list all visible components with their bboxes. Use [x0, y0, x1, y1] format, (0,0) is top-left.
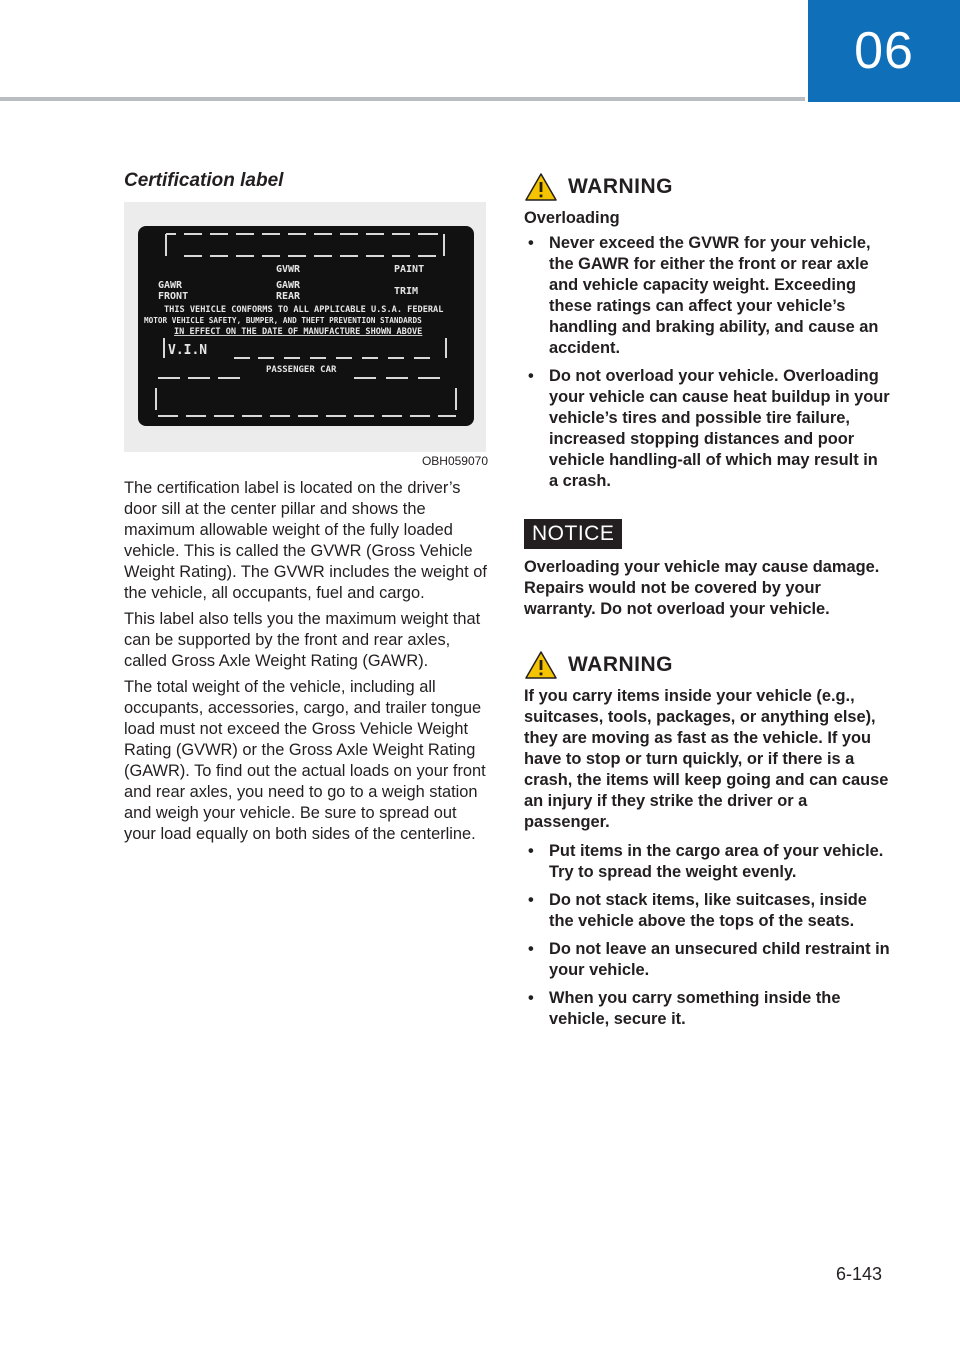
paragraph-3: The total weight of the vehicle, including all occupants, accessories, cargo, and trailer tongue load must not exceed the Gross Vehicle Weight Rating (GVWR) or the Gross Axle Weight Rating (GAWR). To find out the actual loads on your front and rear axles, you need to go to a weigh station and weigh your vehicle. Be sure to spread out your load equally on both sides of the centerline. [124, 678, 486, 843]
notice-text: Overloading your vehicle may cause damage. Repairs would not be covered by your warranty. Do not overload your vehicle. [524, 558, 880, 618]
label-gvwr: GVWR [276, 264, 301, 275]
label-line-1: THIS VEHICLE CONFORMS TO ALL APPLICABLE U.S.A. FEDERAL [164, 305, 444, 315]
certification-label-figure [124, 202, 486, 452]
label-trim: TRIM [394, 286, 419, 297]
warning-1-item: • Never exceed the GVWR for your vehicle, the GAWR for either the front or rear axle and vehicle capacity weight. Exceeding these ratings can affect your vehicle’s handling and braking ability, and cause an accident. [524, 233, 890, 359]
label-line-2: MOTOR VEHICLE SAFETY, BUMPER, AND THEFT PREVENTION STANDARDS [144, 316, 422, 325]
warning-triangle-icon [524, 650, 558, 680]
header-rule [0, 97, 805, 101]
label-paint: PAINT [394, 264, 425, 275]
warning-triangle-icon [524, 172, 558, 202]
warning-2-list [524, 841, 890, 1030]
certification-label-image [124, 202, 486, 452]
warning-1-label: WARNING [568, 175, 673, 198]
warning-1-list [524, 233, 890, 492]
paragraph-1: The certification label is located on the driver’s door sill at the center pillar and shows the maximum allowable weight of the fully loaded vehicle. This is called the GVWR (Gross Vehicle Weight Rating). The GVWR includes the weight of the vehicle, all occupants, fuel and cargo. [124, 479, 487, 602]
label-passenger-car: PASSENGER CAR [266, 365, 337, 375]
warning-1-item: • Do not overload your vehicle. Overloading your vehicle can cause heat buildup in your vehicle’s tires and possible tire failure, increased stopping distances and poor vehicle handling-all of which may result in a crash. [524, 366, 890, 492]
figure-code: OBH059070 [421, 454, 488, 468]
right-column [524, 172, 890, 1037]
warning-2-item: • When you carry something inside the vehicle, secure it. [524, 988, 890, 1030]
warning-1-subtitle: Overloading [524, 209, 620, 227]
label-gawr-rear-1: GAWR [276, 280, 301, 291]
section-title: Certification label [124, 170, 284, 191]
warning-1-header [524, 172, 890, 202]
warning-2-header [524, 650, 890, 680]
label-gawr-rear-2: REAR [276, 291, 301, 302]
warning-2-item: • Do not stack items, like suitcases, inside the vehicle above the tops of the seats. [524, 890, 890, 932]
left-column [124, 170, 488, 850]
label-gawr-front-1: GAWR [158, 280, 183, 291]
paragraph-2: This label also tells you the maximum weight that can be supported by the front and rear axles, called Gross Axle Weight Rating (GAWR). [124, 610, 481, 670]
label-gawr-front-2: FRONT [158, 291, 189, 302]
warning-2-intro: If you carry items inside your vehicle (e.g., suitcases, tools, packages, or anything else), they are moving as fast as the vehicle. If you have to stop or turn quickly, or if there is a crash, the items will keep going and can cause an injury if they strike the driver or a passenger. [524, 687, 889, 831]
label-line-3: IN EFFECT ON THE DATE OF MANUFACTURE SHOWN ABOVE [174, 327, 423, 337]
warning-2-item: • Do not leave an unsecured child restraint in your vehicle. [524, 939, 890, 981]
warning-2-item: • Put items in the cargo area of your vehicle. Try to spread the weight evenly. [524, 841, 890, 883]
warning-2-label: WARNING [568, 653, 673, 676]
chapter-tab: 06 [808, 0, 960, 102]
page-number: 6-143 [835, 1264, 882, 1284]
label-vin: V.I.N [168, 343, 208, 358]
notice-badge: NOTICE [524, 519, 622, 549]
